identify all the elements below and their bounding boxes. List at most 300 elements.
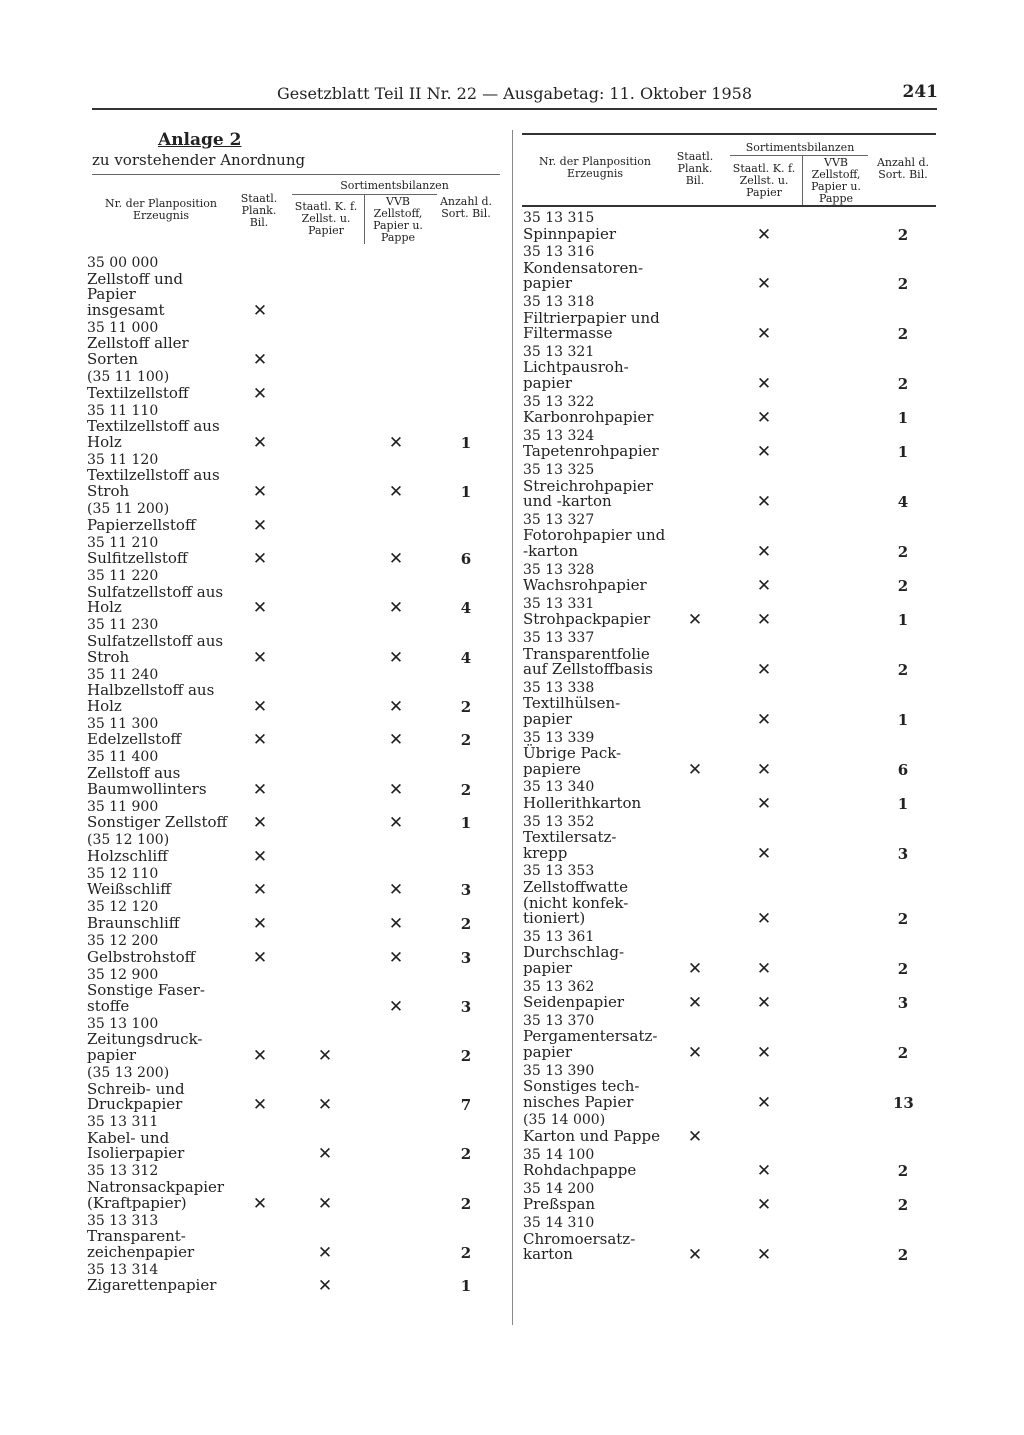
table-row [523, 395, 683, 426]
cross-mark-staatl: ✕ [252, 1193, 268, 1214]
table-row [87, 404, 237, 451]
cross-mark-k: ✕ [756, 660, 772, 681]
cross-mark-staatl: ✕ [252, 880, 268, 901]
sortiment-count: 2 [897, 1044, 909, 1062]
table-row [523, 1182, 683, 1213]
position-code: 35 11 300 [87, 715, 159, 732]
cross-mark-vvb: ✕ [388, 730, 404, 751]
position-code: (35 14 000) [523, 1112, 606, 1129]
product-name-line: Kondensatoren- [523, 258, 644, 277]
table-row [87, 934, 237, 965]
product-name-line: Fotorohpapier und [523, 526, 666, 545]
table-row [523, 1216, 683, 1263]
table-row [523, 980, 683, 1011]
product-name-line: Zellstoff aller [87, 334, 189, 353]
cross-mark-k: ✕ [756, 1161, 772, 1182]
sortiment-count: 2 [897, 1196, 909, 1215]
table-row [523, 563, 683, 594]
table-row [523, 930, 683, 977]
cross-mark-vvb: ✕ [388, 947, 404, 968]
product-name-line: Textilzellstoff aus [87, 417, 220, 436]
sortiment-count: 2 [897, 960, 909, 978]
position-code: 35 12 120 [87, 899, 159, 916]
product-name-line: Durchschlag- [523, 943, 625, 962]
product-name-line: papier [523, 274, 572, 293]
product-name-line: Textilhülsen- [523, 694, 621, 713]
col-header-staatl-left: Staatl. Plank. Bil. [240, 192, 278, 229]
col-header-sortiment-right: Sortimentsbilanzen [745, 141, 855, 154]
product-name-line: Sulfatzellstoff aus [87, 631, 224, 650]
product-name-line: Zellstoff aus [87, 763, 181, 782]
sortiment-count: 2 [897, 1162, 909, 1181]
table-row [87, 321, 237, 368]
product-name-line: Sulfitzellstoff [87, 549, 188, 568]
cross-mark-staatl: ✕ [252, 1095, 268, 1116]
product-name-line: Übrige Pack- [523, 744, 622, 763]
product-name-line: Sonstige Faser- [87, 981, 205, 1000]
cross-mark-k: ✕ [756, 374, 772, 394]
product-name-line: Braunschliff [87, 913, 180, 932]
cross-mark-staatl: ✕ [252, 300, 268, 321]
product-name-line: Textilzellstoff aus [87, 466, 220, 485]
table-row [523, 731, 683, 778]
table-row [87, 968, 237, 1015]
product-name-line: auf Zellstoffbasis [523, 660, 653, 679]
cross-mark-staatl: ✕ [252, 350, 268, 370]
table-row [523, 345, 683, 392]
position-code: 35 13 390 [523, 1062, 595, 1079]
product-name-line: Papier [87, 285, 136, 304]
sortiment-count: 2 [897, 275, 909, 294]
table-row [87, 256, 237, 318]
position-code: 35 11 240 [87, 666, 159, 683]
product-name-line: Textilersatz- [523, 828, 617, 847]
cross-mark-vvb: ✕ [388, 647, 404, 668]
cross-mark-k: ✕ [317, 1144, 333, 1165]
cross-mark-k: ✕ [756, 442, 772, 463]
table-row [87, 833, 237, 864]
product-name-line: Holz [87, 696, 122, 715]
cross-mark-vvb: ✕ [388, 598, 404, 619]
cross-mark-k: ✕ [756, 224, 772, 245]
cross-mark-staatl: ✕ [687, 610, 703, 631]
sortiment-count: 4 [897, 493, 909, 512]
table-top-rule-right [522, 133, 936, 135]
position-code: 35 11 000 [87, 319, 159, 336]
sortiment-count: 2 [897, 225, 909, 244]
cross-mark-vvb: ✕ [388, 549, 404, 570]
position-code: 35 14 100 [523, 1146, 595, 1163]
product-name-line: Rohdachpappe [523, 1161, 637, 1180]
sortiment-count: 6 [897, 760, 909, 779]
table-row [523, 780, 683, 811]
sortiment-count: 6 [460, 550, 472, 569]
position-code: 35 13 328 [523, 561, 595, 578]
position-code: 35 13 340 [523, 779, 595, 796]
sortiment-count: 1 [897, 611, 909, 630]
position-code: 35 13 311 [87, 1114, 159, 1131]
sortiment-count: 13 [893, 1093, 914, 1112]
cross-mark-staatl: ✕ [687, 993, 703, 1014]
cross-mark-k: ✕ [756, 324, 772, 345]
cross-mark-staatl: ✕ [252, 383, 268, 404]
cross-mark-staatl: ✕ [687, 1127, 703, 1147]
position-code: 35 13 339 [523, 729, 595, 746]
position-code: 35 11 220 [87, 568, 159, 585]
table-row [87, 750, 237, 797]
product-name-line: Textilzellstoff [87, 383, 189, 402]
cross-mark-k: ✕ [756, 993, 772, 1014]
sortiment-count: 1 [897, 409, 909, 428]
product-name-line: Zeitungsdruck- [87, 1030, 203, 1049]
cross-mark-k: ✕ [317, 1095, 333, 1116]
table-row [87, 800, 237, 831]
cross-mark-k: ✕ [317, 1242, 333, 1263]
cross-mark-k: ✕ [756, 408, 772, 429]
cross-mark-k: ✕ [756, 959, 772, 979]
table-row [87, 569, 237, 616]
position-code: 35 13 327 [523, 511, 595, 528]
table-row [87, 668, 237, 715]
cross-mark-vvb: ✕ [388, 996, 404, 1017]
cross-mark-staatl: ✕ [252, 515, 268, 536]
table-row [87, 1164, 237, 1211]
position-code: 35 13 362 [523, 978, 595, 995]
table-row [87, 717, 237, 748]
cross-mark-k: ✕ [756, 492, 772, 513]
product-name-line: Zellstoff und [87, 269, 183, 288]
position-code: 35 11 400 [87, 749, 159, 766]
cross-mark-staatl: ✕ [687, 1043, 703, 1063]
table-row [87, 618, 237, 665]
cross-mark-k: ✕ [756, 843, 772, 864]
cross-mark-staatl: ✕ [252, 482, 268, 502]
product-name-line: stoffe [87, 996, 130, 1015]
cross-mark-vvb: ✕ [388, 779, 404, 800]
col-header-vvb-left: VVB Zellstoff, Papier u. Pappe [373, 195, 423, 244]
col-header-anzahl-right: Anzahl d. Sort. Bil. [876, 156, 930, 181]
position-code: 35 11 230 [87, 617, 159, 634]
sortiment-count: 3 [460, 948, 472, 967]
header-vsep-right [802, 155, 803, 205]
product-name-line: papier [523, 709, 572, 728]
cross-mark-k: ✕ [756, 1195, 772, 1216]
cross-mark-staatl: ✕ [252, 598, 268, 619]
cross-mark-staatl: ✕ [252, 647, 268, 668]
product-name-line: Sulfatzellstoff aus [87, 582, 224, 601]
table-row [523, 211, 683, 242]
sortiment-count: 2 [460, 731, 472, 750]
sortiment-count: 2 [460, 1194, 472, 1213]
cross-mark-k: ✕ [317, 1046, 333, 1066]
position-code: 35 14 310 [523, 1215, 595, 1231]
table-row [87, 453, 237, 500]
product-name-line: Sonstiges tech- [523, 1077, 640, 1096]
table-row [87, 1017, 237, 1064]
table-row [523, 1113, 683, 1144]
sortiment-count: 2 [897, 577, 909, 596]
table-row [523, 245, 683, 292]
table-row [87, 370, 237, 401]
sortiment-count: 4 [460, 599, 472, 618]
position-code: 35 13 316 [523, 244, 595, 261]
sortiment-count: 3 [460, 997, 472, 1016]
cross-mark-k: ✕ [756, 1245, 772, 1266]
position-code: 35 11 110 [87, 402, 159, 419]
cross-mark-k: ✕ [756, 610, 772, 631]
sortiment-count: 1 [460, 483, 472, 501]
cross-mark-staatl: ✕ [252, 730, 268, 751]
product-name-line: Weißschliff [87, 880, 171, 899]
cross-mark-vvb: ✕ [388, 482, 404, 502]
position-code: 35 12 900 [87, 966, 159, 983]
cross-mark-staatl: ✕ [252, 947, 268, 968]
product-name-line: Karbonrohpapier [523, 408, 654, 427]
col-header-staatl-right: Staatl. Plank. Bil. [676, 150, 714, 187]
cross-mark-k: ✕ [756, 1092, 772, 1113]
product-name-line: (nicht konfek- [523, 893, 629, 912]
col-header-vvb-right: VVB Zellstoff, Papier u. Pappe [811, 156, 861, 205]
position-code: 35 13 352 [523, 813, 595, 830]
position-code: 35 13 321 [523, 343, 595, 360]
product-name-line: karton [523, 1245, 573, 1264]
position-code: 35 13 325 [523, 462, 595, 478]
cross-mark-k: ✕ [756, 274, 772, 295]
product-name-line: krepp [523, 843, 568, 862]
annex-title: Anlage 2 [158, 130, 242, 150]
product-name-line: Transparent- [87, 1227, 186, 1246]
sortiment-count: 2 [460, 780, 472, 799]
table-row [523, 597, 683, 628]
product-name-line: Filtermasse [523, 324, 613, 343]
position-code: (35 13 200) [87, 1065, 170, 1081]
position-code: (35 11 200) [87, 501, 170, 517]
product-name-line: Chromoersatz- [523, 1229, 636, 1248]
product-name-line: Pergamentersatz- [523, 1027, 658, 1046]
sortiment-count: 1 [460, 814, 472, 833]
product-name-line: Zigarettenpapier [87, 1276, 217, 1295]
product-name-line: Strohpackpapier [523, 610, 651, 629]
table-row [523, 429, 683, 460]
sortiment-count: 4 [460, 648, 472, 667]
col-header-sortiment-left: Sortimentsbilanzen [340, 179, 449, 192]
cross-mark-staatl: ✕ [252, 432, 268, 453]
position-code: (35 12 100) [87, 832, 170, 849]
header-bottom-rule-right [522, 205, 936, 207]
table-row [523, 463, 683, 510]
table-row [87, 1263, 237, 1294]
cross-mark-k: ✕ [756, 576, 772, 597]
column-divider [512, 130, 513, 1325]
cross-mark-staatl: ✕ [687, 1245, 703, 1266]
position-code: 35 13 370 [523, 1012, 595, 1029]
product-name-line: nisches Papier [523, 1092, 634, 1111]
product-name-line: papier [87, 1045, 136, 1064]
position-code: 35 11 210 [87, 534, 159, 551]
product-name-line: zeichenpapier [87, 1242, 195, 1261]
col-header-nr-left: Nr. der Planposition Erzeugnis [104, 197, 217, 222]
cross-mark-vvb: ✕ [388, 813, 404, 834]
position-code: 35 13 318 [523, 294, 595, 310]
product-name-line: (Kraftpapier) [87, 1193, 187, 1212]
table-row [523, 1148, 683, 1179]
cross-mark-staatl: ✕ [252, 813, 268, 834]
product-name-line: Tapetenrohpapier [523, 442, 659, 461]
product-name-line: Transparentfolie [523, 644, 650, 663]
sortiment-count: 3 [897, 994, 909, 1013]
col-header-anzahl-left: Anzahl d. Sort. Bil. [439, 195, 493, 220]
product-name-line: Zellstoffwatte [523, 877, 629, 896]
product-name-line: Holz [87, 432, 122, 451]
position-code: 35 13 322 [523, 393, 595, 410]
cross-mark-staatl: ✕ [687, 959, 703, 979]
product-name-line: Baumwollinters [87, 779, 207, 798]
product-name-line: Sorten [87, 349, 139, 368]
sortiment-count: 2 [460, 697, 472, 716]
sortiment-count: 2 [897, 661, 909, 680]
cross-mark-staatl: ✕ [252, 1046, 268, 1066]
cross-mark-vvb: ✕ [388, 696, 404, 717]
product-name-line: Kabel- und [87, 1128, 170, 1147]
product-name-line: Stroh [87, 481, 130, 500]
sortiment-count: 1 [897, 711, 909, 729]
position-code: 35 13 361 [523, 928, 595, 945]
product-name-line: Streichrohpapier [523, 476, 654, 495]
product-name-line: Preßspan [523, 1195, 596, 1214]
sortiment-count: 1 [460, 1277, 472, 1296]
cross-mark-k: ✕ [756, 909, 772, 930]
cross-mark-staatl: ✕ [252, 779, 268, 800]
cross-mark-staatl: ✕ [252, 696, 268, 717]
position-code: 35 13 324 [523, 427, 595, 444]
table-row [523, 295, 683, 342]
page-number: 241 [902, 82, 938, 102]
product-name-line: Schreib- und [87, 1079, 185, 1098]
position-code: 35 00 000 [87, 255, 159, 271]
table-row [523, 513, 683, 560]
product-name-line: papiere [523, 759, 581, 778]
product-name-line: Natronsackpapier [87, 1177, 225, 1196]
sortiment-count: 2 [460, 1145, 472, 1164]
product-name-line: Karton und Pappe [523, 1126, 660, 1145]
product-name-line: Sonstiger Zellstoff [87, 813, 228, 832]
sortiment-count: 2 [460, 1047, 472, 1065]
sortiment-count: 3 [897, 844, 909, 863]
sortiment-count: 2 [460, 1243, 472, 1262]
sortiment-count: 3 [460, 881, 472, 900]
position-code: 35 14 200 [523, 1180, 595, 1197]
product-name-line: Seidenpapier [523, 993, 625, 1012]
table-top-rule-left [92, 174, 500, 175]
position-code: 35 13 314 [87, 1261, 159, 1278]
position-code: 35 13 313 [87, 1212, 159, 1229]
cross-mark-k: ✕ [756, 710, 772, 730]
sortiment-count: 1 [897, 443, 909, 462]
product-name-line: papier [523, 958, 572, 977]
product-name-line: papier [523, 373, 572, 392]
product-name-line: Papierzellstoff [87, 515, 196, 534]
sortiment-count: 2 [897, 375, 909, 393]
cross-mark-vvb: ✕ [388, 914, 404, 934]
sortiment-count: 2 [897, 1246, 909, 1265]
product-name-line: -karton [523, 541, 578, 560]
col-header-staatl-k-left: Staatl. K. f. Zellst. u. Papier [294, 200, 358, 237]
running-head: Gesetzblatt Teil II Nr. 22 — Ausgabetag: 11. Oktober 1958 [277, 84, 752, 103]
product-name-line: Lichtpausroh- [523, 358, 629, 377]
position-code: 35 13 312 [87, 1163, 159, 1180]
table-row [87, 900, 237, 931]
cross-mark-k: ✕ [756, 794, 772, 814]
table-row [523, 1064, 683, 1111]
product-name-line: Halbzellstoff aus [87, 681, 215, 700]
cross-mark-staatl: ✕ [252, 914, 268, 934]
sortiment-count: 7 [460, 1096, 472, 1115]
position-code: 35 11 900 [87, 798, 159, 815]
position-code: 35 13 331 [523, 595, 595, 612]
product-name-line: Stroh [87, 647, 130, 666]
product-name-line: Druckpapier [87, 1095, 183, 1114]
position-code: 35 13 315 [523, 210, 595, 226]
table-row [87, 1214, 237, 1261]
sortiment-count: 1 [897, 795, 909, 813]
cross-mark-k: ✕ [317, 1276, 333, 1297]
position-code: 35 13 353 [523, 863, 595, 880]
cross-mark-k: ✕ [756, 759, 772, 780]
position-code: 35 12 200 [87, 933, 159, 949]
product-name-line: Holz [87, 598, 122, 617]
cross-mark-k: ✕ [756, 542, 772, 562]
header-vsep-left [364, 194, 365, 244]
product-name-line: Spinnpapier [523, 224, 616, 243]
product-name-line: insgesamt [87, 300, 165, 319]
cross-mark-vvb: ✕ [388, 432, 404, 453]
product-name-line: tioniert) [523, 909, 586, 928]
table-row [87, 536, 237, 567]
position-code: (35 11 100) [87, 369, 170, 385]
cross-mark-vvb: ✕ [388, 880, 404, 901]
product-name-line: Gelbstrohstoff [87, 947, 196, 966]
table-row [87, 1115, 237, 1162]
cross-mark-staatl: ✕ [252, 549, 268, 570]
sortiment-count: 2 [897, 325, 909, 344]
product-name-line: Wachsrohpapier [523, 576, 647, 595]
position-code: 35 13 338 [523, 679, 595, 696]
table-row [523, 864, 683, 926]
header-rule [92, 108, 937, 110]
cross-mark-staatl: ✕ [252, 846, 268, 867]
sortiment-count: 2 [460, 915, 472, 933]
position-code: 35 13 337 [523, 630, 595, 646]
table-row [523, 631, 683, 678]
sortiment-count: 2 [897, 543, 909, 561]
table-row [523, 681, 683, 728]
sortiment-count: 2 [897, 910, 909, 929]
position-code: 35 12 110 [87, 865, 159, 882]
table-row [87, 867, 237, 898]
position-code: 35 11 120 [87, 451, 159, 468]
table-row [523, 815, 683, 862]
product-name-line: und -karton [523, 492, 612, 511]
table-row [523, 1014, 683, 1061]
cross-mark-k: ✕ [756, 1043, 772, 1063]
col-header-nr-right: Nr. der Planposition Erzeugnis [538, 155, 651, 180]
position-code: 35 13 100 [87, 1015, 159, 1032]
table-row [87, 502, 237, 533]
product-name-line: papier [523, 1042, 572, 1061]
cross-mark-k: ✕ [317, 1193, 333, 1214]
sortiment-count: 1 [460, 433, 472, 452]
product-name-line: Hollerithkarton [523, 793, 642, 812]
